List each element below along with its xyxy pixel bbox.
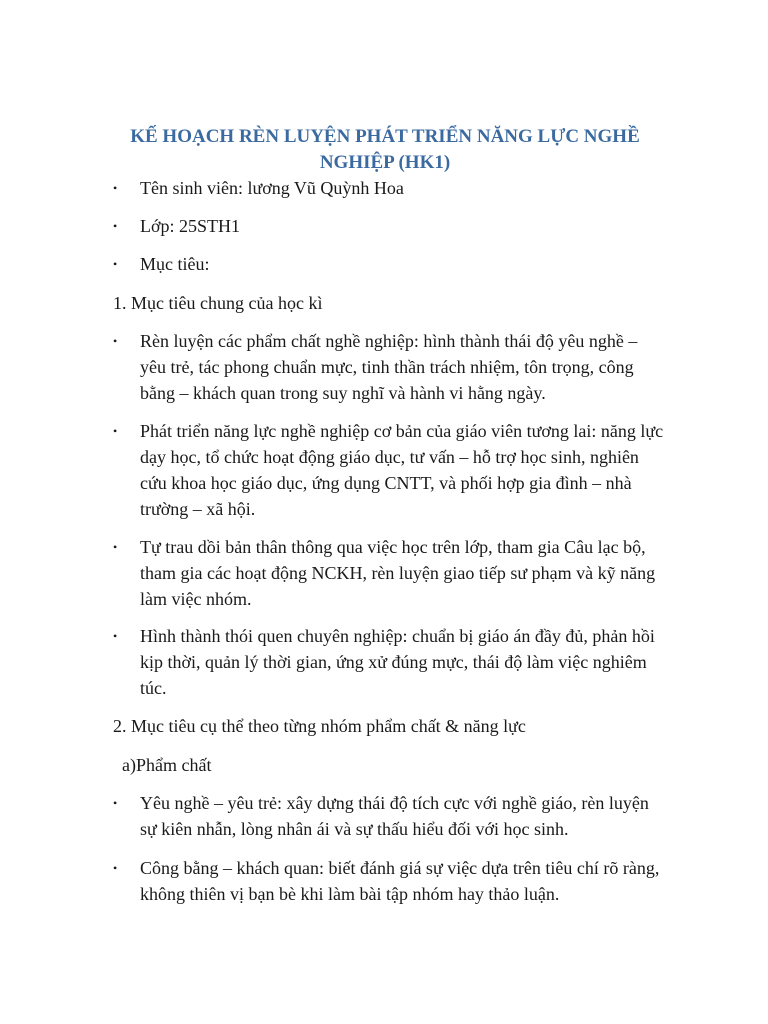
bullet-icon: • (113, 257, 118, 271)
student-name-text: Tên sinh viên: lương Vũ Quỳnh Hoa (140, 178, 404, 198)
s1-item-2-text: Phát triển năng lực nghề nghiệp cơ bản của giáo viên tương lai: năng lực dạy học, tổ chức hoạt động giáo dục, tư vấn – hỗ trợ học sinh, nghiên cứu khoa học giáo dục, ứng dụng CNTT, và phối hợp gia đình – nhà trường – xã hội. (140, 421, 664, 519)
a-item-2-text: Công bằng – khách quan: biết đánh giá sự việc dựa trên tiêu chí rõ ràng, không thiên vị bạn bè khi làm bài tập nhóm hay thảo luận. (140, 858, 660, 904)
bullet-icon: • (113, 796, 118, 810)
document-title: KẾ HOẠCH RÈN LUYỆN PHÁT TRIỂN NĂNG LỰC NGHỀ NGHIỆP (HK1) (130, 126, 640, 173)
bullet-icon: • (113, 219, 118, 233)
goals-label-text: Mục tiêu: (140, 254, 210, 274)
subsection-a-heading: a)Phẩm chất (122, 755, 212, 775)
bullet-icon: • (113, 540, 118, 554)
bullet-icon: • (113, 334, 118, 348)
bullet-icon: • (113, 629, 118, 643)
section-1-heading: 1. Mục tiêu chung của học kì (113, 293, 323, 313)
s1-item-3-text: Tự trau dồi bản thân thông qua việc học trên lớp, tham gia Câu lạc bộ, tham gia các hoạt động NCKH, rèn luyện giao tiếp sư phạm và kỹ năng làm việc nhóm. (140, 537, 656, 609)
bullet-icon: • (113, 181, 118, 195)
section-2-heading: 2. Mục tiêu cụ thể theo từng nhóm phẩm chất & năng lực (113, 716, 526, 736)
a-item-1-text: Yêu nghề – yêu trẻ: xây dựng thái độ tích cực với nghề giáo, rèn luyện sự kiên nhẫn, lòng nhân ái và sự thấu hiểu đối với học sinh. (140, 793, 649, 839)
bullet-icon: • (113, 424, 118, 438)
class-text: Lớp: 25STH1 (140, 216, 241, 236)
s1-item-4-text: Hình thành thói quen chuyên nghiệp: chuẩn bị giáo án đầy đủ, phản hồi kịp thời, quản lý thời gian, ứng xử đúng mực, thái độ làm việc nghiêm túc. (140, 626, 655, 698)
bullet-icon: • (113, 861, 118, 875)
s1-item-1-text: Rèn luyện các phẩm chất nghề nghiệp: hình thành thái độ yêu nghề – yêu trẻ, tác phong chuẩn mực, tinh thần trách nhiệm, tôn trọng, công bằng – khách quan trong suy nghĩ và hành vi hằng ngày. (140, 331, 638, 403)
